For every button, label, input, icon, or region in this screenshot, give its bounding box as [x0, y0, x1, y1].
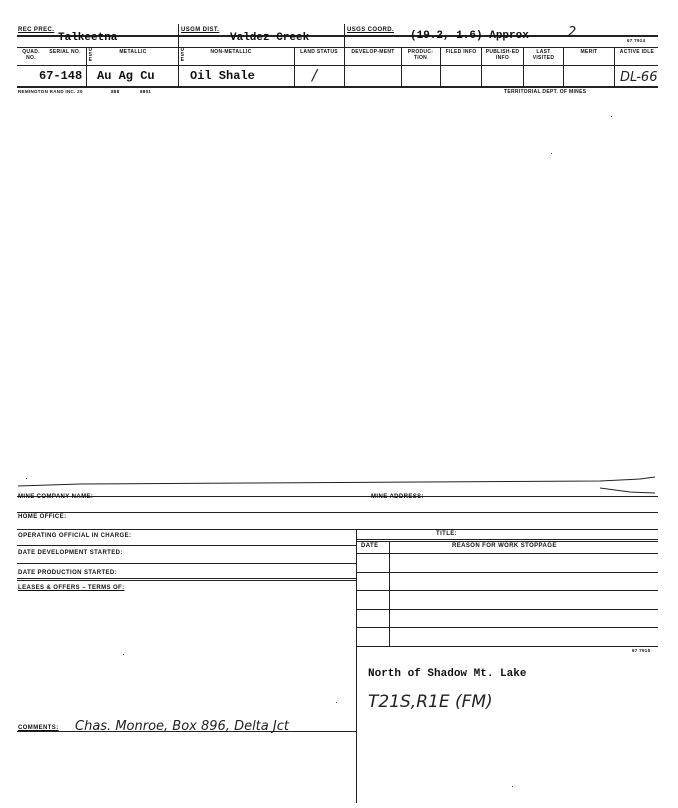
land-status-mark: /	[312, 66, 318, 84]
quad-no-header: QUAD. NO.	[22, 49, 40, 61]
active-idle-header: ACTIVE IDLE	[619, 49, 655, 55]
rec-prec-value: Talkeetna	[58, 32, 118, 44]
usgs-coord-label: USGS COORD.	[347, 27, 395, 33]
coord-mark: 2	[568, 25, 577, 40]
location-township: T21S,R1E (FM)	[368, 692, 493, 712]
published-info-header: PUBLISH-ED INFO	[485, 49, 520, 61]
printer-imprint: REMINGTON RAND INC. 20	[18, 89, 83, 94]
leases-label: LEASES & OFFERS – TERMS OF:	[18, 585, 125, 591]
date-column-header: DATE	[361, 543, 379, 549]
usgm-dist-label: USGM DIST.	[181, 27, 220, 33]
active-idle-value: DL-66	[620, 70, 658, 85]
non-metallic-value: Oil Shale	[190, 69, 255, 83]
filed-info-header: FILED INFO	[445, 49, 477, 55]
land-status-header: LAND STATUS	[300, 49, 338, 55]
use-metallic-header: U S E	[88, 47, 93, 63]
production-header: PRODUC-TION	[407, 49, 434, 61]
non-metallic-header: NON-METALLIC	[210, 49, 252, 55]
territorial-dept: TERRITORIAL DEPT. OF MINES	[504, 89, 587, 95]
bottom-form-number: 67 7915	[632, 648, 651, 653]
development-header: DEVELOP-MENT	[351, 49, 395, 55]
merit-header: MERIT	[580, 49, 598, 55]
usgm-dist-value: Valdez Creek	[230, 32, 310, 44]
serial-no-header: SERIAL NO.	[49, 49, 81, 55]
use-nonmetallic-header: U S E	[180, 47, 185, 63]
metallic-value: Au Ag Cu	[97, 69, 155, 83]
comments-value: Chas. Monroe, Box 896, Delta Jct	[75, 719, 289, 734]
footer-code-2: 8801	[140, 89, 152, 94]
quad-serial-value: 67-148	[39, 69, 83, 83]
title-label: TITLE:	[436, 531, 458, 537]
location-note: North of Shadow Mt. Lake	[368, 668, 527, 680]
date-development-label: DATE DEVELOPMENT STARTED:	[18, 550, 123, 556]
mine-company-name-label: MINE COMPANY NAME:	[18, 494, 94, 500]
operating-official-label: OPERATING OFFICIAL IN CHARGE:	[18, 533, 132, 539]
top-form-number: 67 7914	[627, 38, 646, 43]
usgs-coord-value: (19.2, 1.6) Approx	[410, 30, 529, 42]
comments-label: COMMENTS:	[18, 725, 59, 731]
reason-column-header: REASON FOR WORK STOPPAGE	[452, 543, 557, 549]
mine-address-label: MINE ADDRESS:	[371, 494, 424, 500]
home-office-label: HOME OFFICE:	[18, 514, 67, 520]
rec-prec-label: REC PREC.	[18, 27, 55, 33]
footer-code-1: 888	[111, 89, 120, 94]
last-visited-header: LAST VISITED	[532, 49, 555, 61]
card-top-edge	[0, 474, 678, 494]
metallic-header: METALLIC	[119, 49, 147, 55]
date-production-label: DATE PRODUCTION STARTED:	[18, 570, 118, 576]
